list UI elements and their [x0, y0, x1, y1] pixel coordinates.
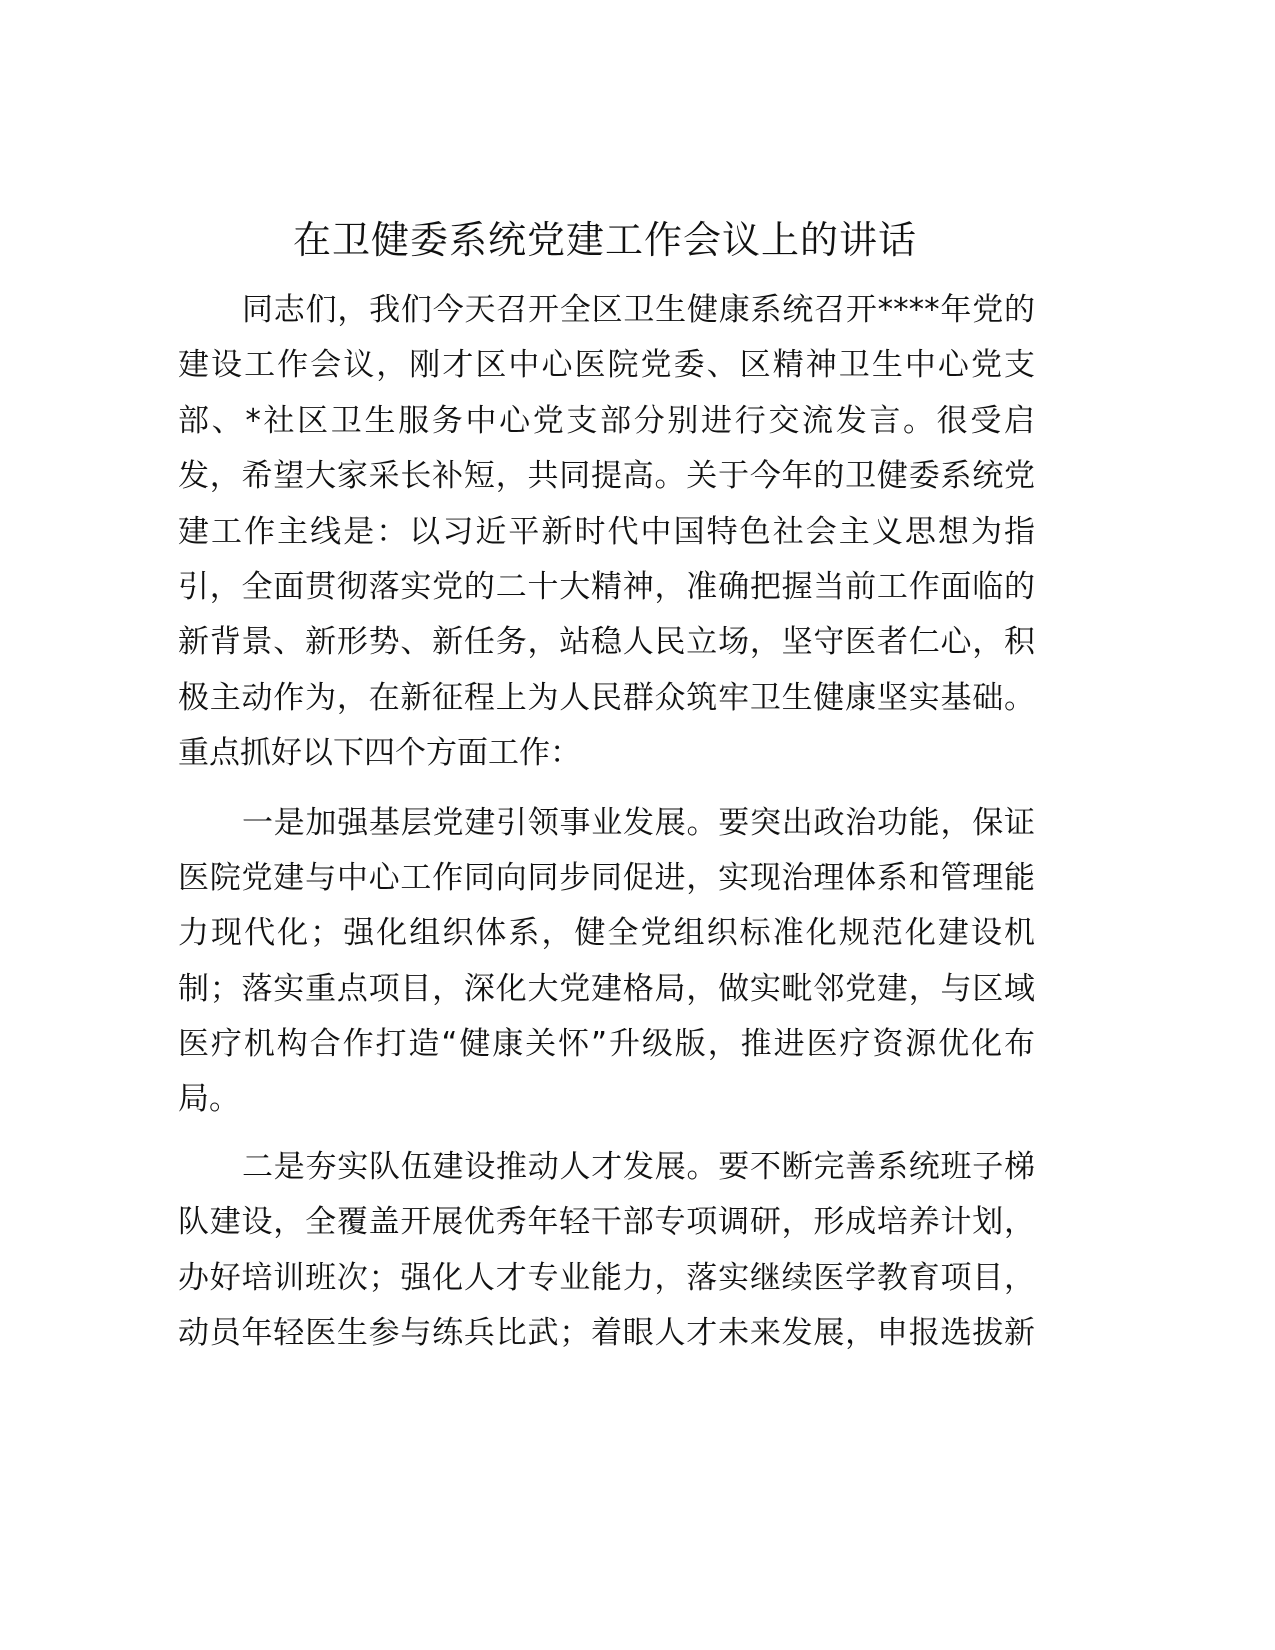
text-line: 建工作主线是：以习近平新时代中国特色社会主义思想为指 — [178, 513, 1035, 550]
text-line: 队建设，全覆盖开展优秀年轻干部专项调研，形成培养计划， — [178, 1204, 1035, 1241]
text-line: 引，全面贯彻落实党的二十大精神，准确把握当前工作面临的 — [178, 568, 1035, 605]
text-line: 动员年轻医生参与练兵比武；着眼人才未来发展，申报选拔新 — [178, 1315, 1035, 1352]
text-line: 制；落实重点项目，深化大党建格局，做实毗邻党建，与区域 — [178, 970, 1035, 1007]
paragraph-point-one — [178, 796, 1035, 1128]
text-line: 发，希望大家采长补短，共同提高。关于今年的卫健委系统党 — [178, 458, 1035, 495]
text-line: 部、*社区卫生服务中心党支部分别进行交流发言。很受启 — [178, 402, 1035, 439]
text-line: 医疗机构合作打造“健康关怀”升级版，推进医疗资源优化布 — [178, 1026, 1035, 1063]
text-line: 医院党建与中心工作同向同步同促进，实现治理体系和管理能 — [178, 859, 1035, 896]
text-line: 办好培训班次；强化人才专业能力，落实继续医学教育项目， — [178, 1259, 1035, 1296]
text-line: 同志们，我们今天召开全区卫生健康系统召开****年党的 — [242, 292, 1035, 328]
text-line: 力现代化；强化组织体系，健全党组织标准化规范化建设机 — [178, 915, 1035, 952]
paragraph-point-two — [178, 1140, 1035, 1362]
text-line: 二是夯实队伍建设推动人才发展。要不断完善系统班子梯 — [242, 1148, 1035, 1185]
text-line: 局。 — [178, 1081, 240, 1118]
document-body — [178, 283, 1035, 1377]
text-line: 极主动作为，在新征程上为人民群众筑牢卫生健康坚实基础。 — [178, 679, 1035, 716]
text-line: 重点抓好以下四个方面工作： — [178, 735, 581, 772]
paragraph-intro — [178, 283, 1035, 782]
text-line: 一是加强基层党建引领事业发展。要突出政治功能，保证 — [242, 804, 1035, 841]
text-line: 建设工作会议，刚才区中心医院党委、区精神卫生中心党支 — [178, 347, 1035, 384]
text-line: 新背景、新形势、新任务，站稳人民立场，坚守医者仁心，积 — [178, 624, 1035, 661]
document-title: 在卫健委系统党建工作会议上的讲话 — [292, 218, 917, 262]
